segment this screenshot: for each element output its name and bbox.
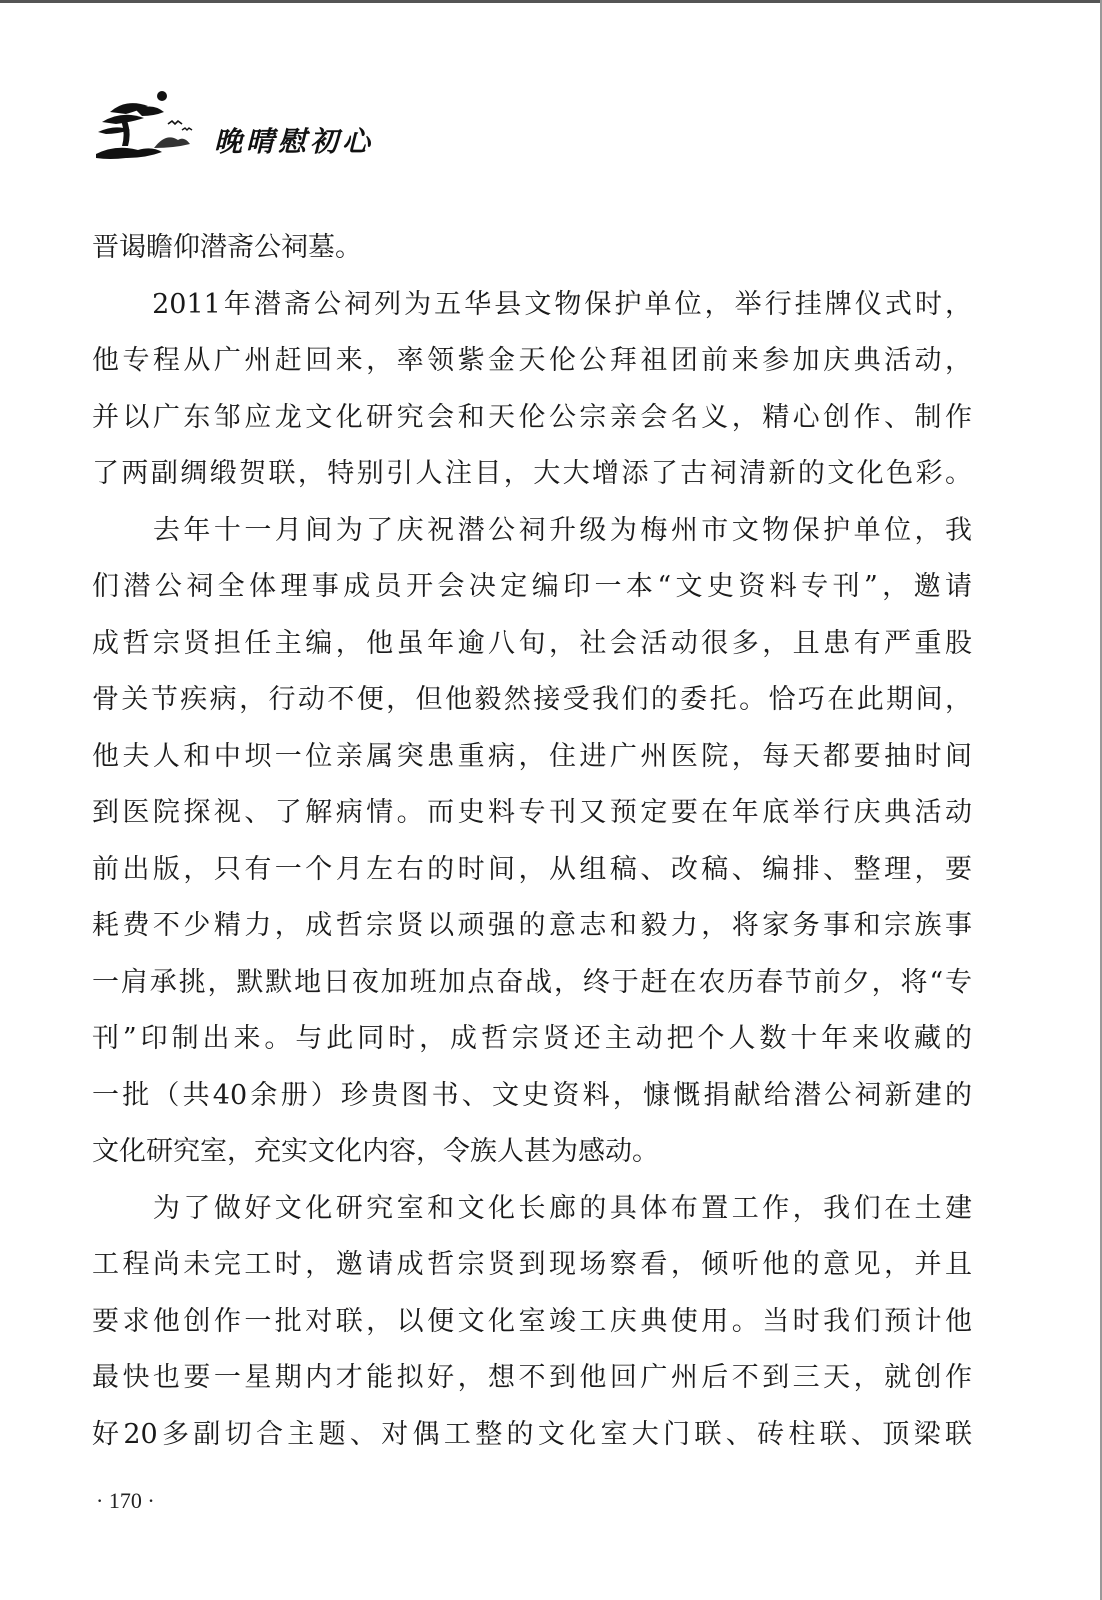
text-line: 晋谒瞻仰潜斋公祠墓。: [92, 232, 362, 263]
text-line: 到医院探视、了解病情。而史料专刊又预定要在年底举行庆典活动: [92, 797, 972, 828]
text-line: 成哲宗贤担任主编，他虽年逾八旬，社会活动很多，且患有严重股: [92, 627, 972, 659]
text-line: 了两副绸缎贺联，特别引人注目，大大增添了古祠清新的文化色彩。: [92, 458, 972, 489]
text-line: 去年十一月间为了庆祝潜公祠升级为梅州市文物保护单位，我: [92, 514, 972, 546]
page-top-border: [0, 0, 1102, 3]
text-line: 他专程从广州赶回来，率领紫金天伦公拜祖团前来参加庆典活动，: [92, 345, 972, 376]
text-line: 前出版，只有一个月左右的时间，从组稿、改稿、编排、整理，要: [92, 853, 972, 885]
text-line: 为了做好文化研究室和文化长廊的具体布置工作，我们在土建: [92, 1192, 972, 1224]
page-number: · 170 ·: [96, 1488, 155, 1513]
text-line: 并以广东邹应龙文化研究会和天伦公宗亲会名义，精心创作、制作: [92, 401, 972, 433]
running-header-title: 晚晴慰初心: [214, 125, 375, 158]
text-line: 一肩承挑，默默地日夜加班加点奋战，终于赶在农历春节前夕，将“专: [92, 966, 972, 998]
body-text: [92, 220, 972, 1463]
text-line: 要求他创作一批对联，以便文化室竣工庆典使用。当时我们预计他: [92, 1305, 972, 1337]
text-line: 们潜公祠全体理事成员开会决定编印一本“文史资料专刊”，邀请: [92, 571, 972, 602]
text-line: 刊”印制出来。与此同时，成哲宗贤还主动把个人数十年来收藏的: [92, 1023, 972, 1054]
text-line: 耗费不少精力，成哲宗贤以顽强的意志和毅力，将家务事和宗族事: [92, 910, 972, 941]
running-header: [96, 88, 496, 168]
text-line: 骨关节疾病，行动不便，但他毅然接受我们的委托。恰巧在此期间，: [92, 684, 972, 715]
text-line: 2011年潜斋公祠列为五华县文物保护单位，举行挂牌仪式时，: [92, 288, 972, 320]
pine-tree-mountain-icon: [96, 88, 206, 168]
text-line: 好20多副切合主题、对偶工整的文化室大门联、砖柱联、顶梁联: [92, 1418, 972, 1450]
text-line: 他夫人和中坝一位亲属突患重病，住进广州医院，每天都要抽时间: [92, 740, 972, 772]
text-line: 一批（共40余册）珍贵图书、文史资料，慷慨捐献给潜公祠新建的: [92, 1079, 972, 1111]
text-line: 工程尚未完工时，邀请成哲宗贤到现场察看，倾听他的意见，并且: [92, 1249, 972, 1280]
text-line: 最快也要一星期内才能拟好，想不到他回广州后不到三天，就创作: [92, 1362, 972, 1393]
text-line: 文化研究室，充实文化内容，令族人甚为感动。: [92, 1136, 659, 1167]
